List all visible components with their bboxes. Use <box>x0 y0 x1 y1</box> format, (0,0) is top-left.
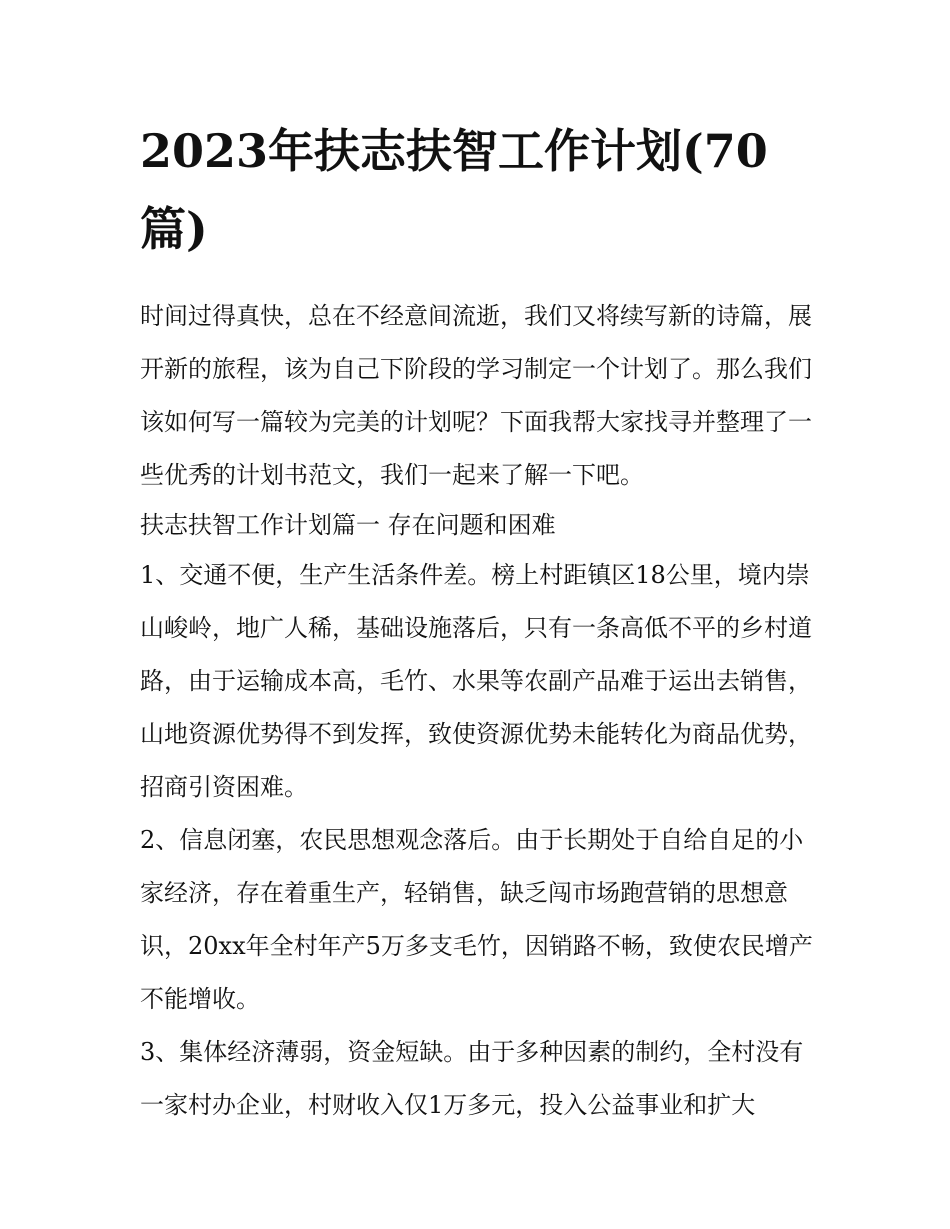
document-page <box>140 112 820 1132</box>
intro-paragraph: 时间过得真快，总在不经意间流逝，我们又将续写新的诗篇，展开新的旅程，该为自己下阶段的学习制定一个计划了。那么我们该如何写一篇较为完美的计划呢？下面我帮大家找寻并整理了一些优秀的计划书范文，我们一起来了解一下吧。 <box>140 302 812 489</box>
section-heading: 扶志扶智工作计划篇一 存在问题和困难 <box>140 511 556 539</box>
document-title: 2023年扶志扶智工作计划(70篇) <box>140 124 768 256</box>
list-item: 1、交通不便，生产生活条件差。榜上村距镇区18公里，境内崇山峻岭，地广人稀，基础设施落后，只有一条高低不平的乡村道路，由于运输成本高，毛竹、水果等农副产品难于运出去销售，山地资源优势得不到发挥，致使资源优势未能转化为商品优势，招商引资困难。 <box>140 561 812 801</box>
list-item: 3、集体经济薄弱，资金短缺。由于多种因素的制约，全村没有一家村办企业，村财收入仅1万多元，投入公益事业和扩大 <box>140 1038 804 1119</box>
list-item: 2、信息闭塞，农民思想观念落后。由于长期处于自给自足的小家经济，存在着重生产，轻销售，缺乏闯市场跑营销的思想意识，20xx年全村年产5万多支毛竹，因销路不畅，致使农民增产不能增收。 <box>140 826 813 1013</box>
document-body <box>140 290 820 1132</box>
